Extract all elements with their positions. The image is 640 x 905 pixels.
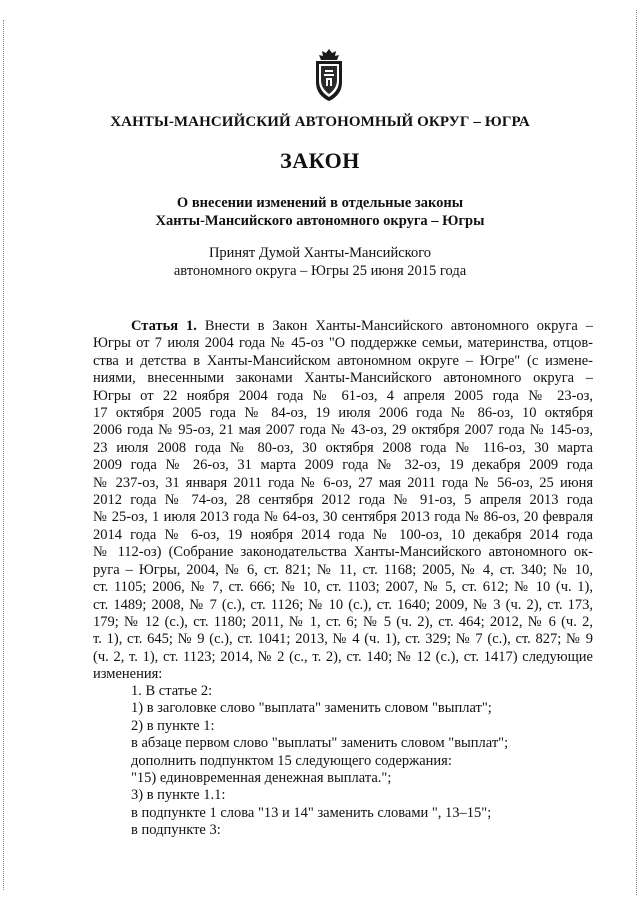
amendment-item: в абзаце первом слово "выплаты" заменить словом "выплат"; xyxy=(131,735,509,752)
article-line: руга – Югры, 2004, № 6, ст. 821; № 11, ст. 1168; 2005, № 4, ст. 340; № 10, xyxy=(93,561,593,578)
article-line: 23 июля 2008 года № 80-оз, 30 октября 2008 года № 116-оз, 30 марта xyxy=(93,439,593,456)
article-line: 179; № 12 (с.), ст. 1180; 2011, № 1, ст. 6; № 5 (ч. 2), ст. 464; 2012, № 6 (ч. 2, xyxy=(93,613,593,630)
article-line: ства и детства в Ханты-Мансийском автономном округе – Югре" (с измене- xyxy=(93,352,593,369)
amendment-item: в подпункте 3: xyxy=(131,822,221,839)
article-line: ст. 1105; 2006, № 7, ст. 666; № 10, ст. 1103; 2007, № 5, ст. 612; № 10 (ч. 1), xyxy=(93,579,593,596)
article-1-first-line xyxy=(93,318,593,335)
law-title: ЗАКОН xyxy=(280,148,360,173)
article-line: (ч. 2, т. 1), ст. 1123; 2014, № 2 (с., т. 2), ст. 140; № 12 (с.), ст. 1417) следующие xyxy=(93,648,593,665)
adoption-note-line: Принят Думой Ханты-Мансийского xyxy=(208,245,432,261)
adoption-note-line: автономного округа – Югры 25 июня 2015 года xyxy=(173,263,467,279)
coat-of-arms-emblem xyxy=(310,48,348,102)
article-line: 2014 года № 6-оз, 19 ноября 2014 года № 100-оз, 10 декабря 2014 года xyxy=(93,526,593,543)
article-1-label: Статья 1. xyxy=(131,318,197,334)
article-line: № 237-оз, 31 января 2011 года № 6-оз, 27 мая 2011 года № 56-оз, 25 июня xyxy=(93,474,593,491)
amendment-item: 3) в пункте 1.1: xyxy=(131,787,226,804)
article-line: 17 октября 2005 года № 84-оз, 19 июля 2006 года № 86-оз, 10 октября xyxy=(93,405,593,422)
law-subtitle-line: О внесении изменений в отдельные законы xyxy=(176,195,464,211)
amendment-items xyxy=(131,683,601,840)
amendment-item: 2) в пункте 1: xyxy=(131,717,215,734)
article-line: № 112-оз) (Собрание законодательства Ханты-Мансийского автономного ок- xyxy=(93,544,593,561)
article-line: 2012 года № 74-оз, 28 сентября 2012 года № 91-оз, 5 апреля 2013 года xyxy=(93,492,593,509)
amendment-item: "15) единовременная денежная выплата."; xyxy=(131,770,392,787)
amendment-item: в подпункте 1 слова "13 и 14" заменить словами ", 13–15"; xyxy=(131,804,492,821)
law-subtitle-line: Ханты-Мансийского автономного округа – Югры xyxy=(155,213,485,229)
amendment-item: 1) в заголовке слово "выплата" заменить словом "выплат"; xyxy=(131,700,492,717)
article-line: 2006 года № 95-оз, 21 мая 2007 года № 43-оз, 29 октября 2007 года № 145-оз, xyxy=(93,422,593,439)
amendment-item: дополнить подпунктом 15 следующего содержания: xyxy=(131,752,452,769)
article-line: ниями, внесенными законами Ханты-Мансийского автономного округа – xyxy=(93,370,593,387)
law-subtitle xyxy=(0,194,640,230)
article-line: Югры от 7 июля 2004 года № 45-оз "О поддержке семьи, материнства, отцов- xyxy=(93,335,593,352)
region-title: ХАНТЫ-МАНСИЙСКИЙ АВТОНОМНЫЙ ОКРУГ – ЮГРА xyxy=(110,114,530,130)
amendment-item: 1. В статье 2: xyxy=(131,683,213,699)
article-1-text xyxy=(93,318,593,684)
page-edge-right xyxy=(634,10,637,895)
article-line: ст. 1489; 2008, № 7 (с.), ст. 1126; № 10 (с.), ст. 1640; 2009, № 3 (ч. 2), ст. 173, xyxy=(93,596,593,613)
adoption-note xyxy=(0,244,640,280)
article-line: изменения: xyxy=(93,666,163,683)
article-line: 2009 года № 26-оз, 31 марта 2009 года № 32-оз, 19 декабря 2009 года xyxy=(93,457,593,474)
article-line: № 25-оз, 1 июля 2013 года № 64-оз, 30 сентября 2013 года № 86-оз, 20 февраля xyxy=(93,509,593,526)
article-line: т. 1), ст. 645; № 9 (с.), ст. 1041; 2013, № 4 (ч. 1), ст. 329; № 7 (с.), ст. 827; № 9 xyxy=(93,631,593,648)
article-line: Югры от 22 ноября 2004 года № 61-оз, 4 апреля 2005 года № 23-оз, xyxy=(93,387,593,404)
article-1-first-line-text: Внести в Закон Ханты-Мансийского автономного округа – xyxy=(196,318,593,334)
